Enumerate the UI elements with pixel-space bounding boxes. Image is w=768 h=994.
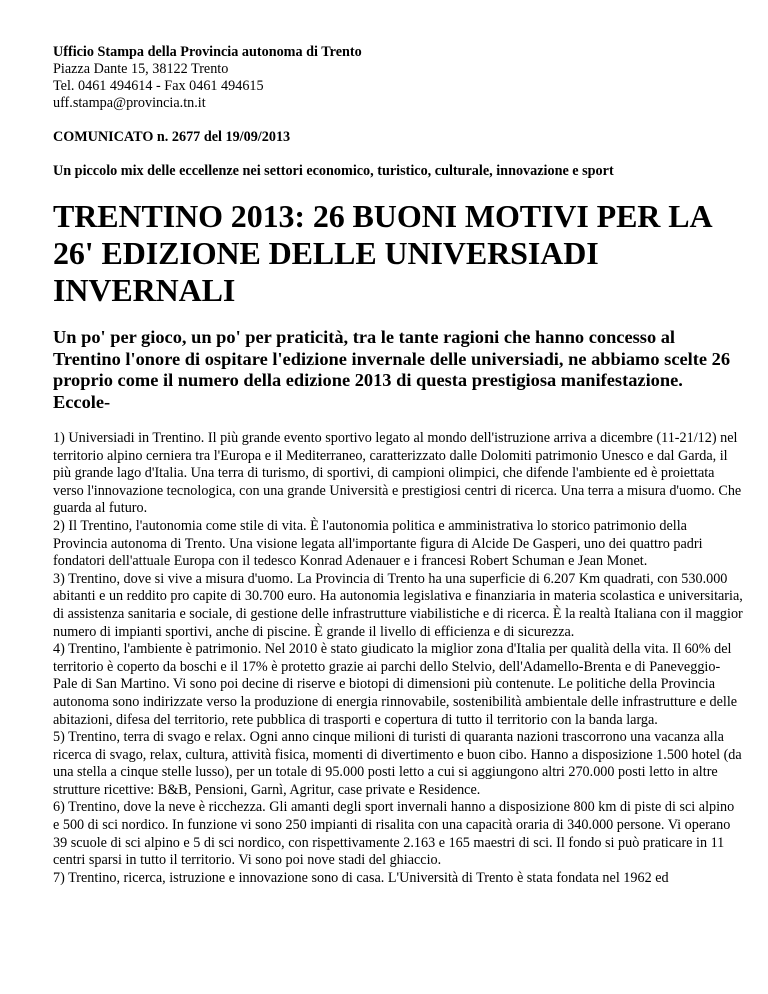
press-release-page [53, 44, 743, 887]
office-phone: Tel. 0461 494614 - Fax 0461 494615 [53, 78, 264, 94]
comunicato-number: COMUNICATO n. 2677 del 19/09/2013 [53, 129, 291, 145]
office-header [53, 44, 743, 112]
paragraph-5: 5) Trentino, terra di svago e relax. Ogni anno cinque milioni di turisti di quaranta nazioni trascorrono una vacanza alla ricerca di svago, relax, cultura, attività fisica, momenti di divertimento e buon cibo. Hanno a disposizione 1.500 hotel (da una stella a cinque stelle lusso), per un totale di 95.000 posti letto a cui si aggiungono altri 270.000 posti letto in altre strutture ricettive: B&B, Pensioni, Garnì, Agritur, case private e Residence. [53, 729, 742, 798]
lead-paragraph: Un po' per gioco, un po' per praticità, tra le tante ragioni che hanno concesso al Trentino l'onore di ospitare l'edizione invernale delle universiadi, ne abbiamo scelte 26 proprio come il numero della edizione 2013 di questa prestigiosa manifestazione. Eccole- [53, 327, 731, 412]
paragraph-7: 7) Trentino, ricerca, istruzione e innovazione sono di casa. L'Università di Trento è stata fondata nel 1962 ed [53, 869, 669, 886]
page-title: TRENTINO 2013: 26 BUONI MOTIVI PER LA 26' EDIZIONE DELLE UNIVERSIADI INVERNALI [53, 198, 711, 308]
office-name: Ufficio Stampa della Provincia autonoma di Trento [53, 44, 362, 60]
paragraph-1: 1) Universiadi in Trentino. Il più grande evento sportivo legato al mondo dell'istruzione arriva a dicembre (11-21/12) nel territorio alpino cerniera tra l'Europa e il Mediterraneo, caratterizzato dalle Dolomiti patrimonio Unesco e dal Garda, il più grande lago d'Italia. Una terra di turismo, di sportivi, di campioni olimpici, che difende l'ambiente ed è proiettata verso l'innovazione tecnologica, con una grande Università e prestigiosi centri di ricerca. Una terra a misura d'uomo. Che guarda al futuro. [53, 430, 742, 517]
paragraph-2: 2) Il Trentino, l'autonomia come stile di vita. È l'autonomia politica e amministrativa lo storico patrimonio della Provincia autonoma di Trento. Una visione legata all'importante figura di Alcide De Gasperi, uno dei quattro padri fondatori dell'attuale Europa con il tedesco Konrad Adenauer e i francesi Robert Schuman e Jean Monet. [53, 517, 703, 570]
subtitle: Un piccolo mix delle eccellenze nei settori economico, turistico, culturale, innovazione e sport [53, 163, 614, 179]
paragraph-6: 6) Trentino, dove la neve è ricchezza. Gli amanti degli sport invernali hanno a disposizione 800 km di piste di sci alpino e 500 di sci nordico. In funzione vi sono 250 impianti di risalita con una capacità oraria di 340.000 persone. Vi operano 39 scuole di sci alpino e 5 di sci nordico, con rispettivamente 2.163 e 165 maestri di sci. Il fondo si può praticare in 11 centri sparsi in tutto il territorio. Vi sono poi nove stadi del ghiaccio. [53, 799, 735, 869]
office-address: Piazza Dante 15, 38122 Trento [53, 61, 229, 77]
office-email: uff.stampa@provincia.tn.it [53, 95, 206, 111]
paragraph-3: 3) Trentino, dove si vive a misura d'uomo. La Provincia di Trento ha una superficie di 6.207 Km quadrati, con 530.000 abitanti e un reddito pro capite di 30.700 euro. Ha autonomia legislativa e finanziaria in materia scolastica e universitaria, di assistenza sanitaria e sociale, di gestione delle infrastrutture viabilistiche e di ricerca. È la realtà Italiana con il maggior numero di impianti sportivi, anche di piscine. È grande il livello di efficienza e di sicurezza. [53, 570, 743, 640]
paragraph-4: 4) Trentino, l'ambiente è patrimonio. Nel 2010 è stato giudicato la miglior zona d'Italia per qualità della vita. Il 60% del territorio è coperto da boschi e il 17% è protetto grazie ai parchi dello Stelvio, dell'Adamello-Brenta e di Paneveggio-Pale di San Martino. Vi sono poi decine di riserve e biotopi di dimensioni più contenute. Le politiche della Provincia autonoma sono indirizzate verso la produzione di energia rinnovabile, sostenibilità ambientale delle infrastrutture e delle abitazioni, difesa del territorio, rete pubblica di trasporti e copertura di tutto il territorio con la banda larga. [53, 641, 738, 728]
body-text [53, 430, 743, 887]
